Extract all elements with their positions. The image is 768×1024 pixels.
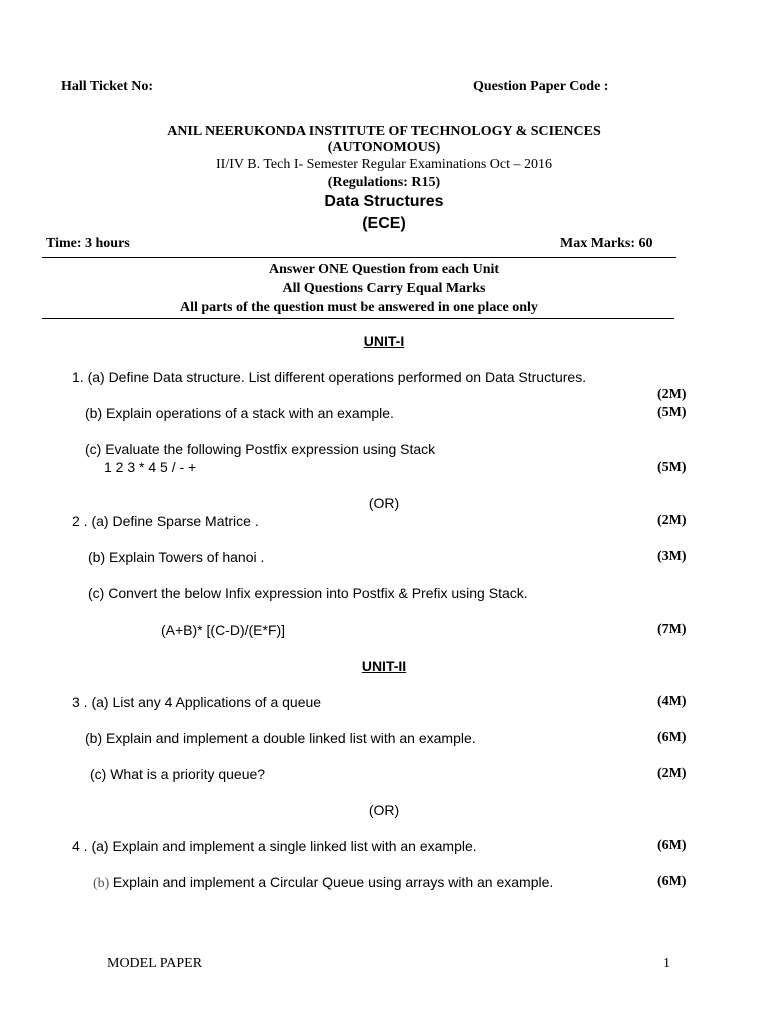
- top-divider: [42, 257, 676, 258]
- subject-title: Data Structures: [324, 193, 444, 210]
- question-2b-marks: (3M): [657, 549, 687, 564]
- question-paper-code-label: Question Paper Code :: [473, 79, 609, 94]
- exam-title: II/IV B. Tech I- Semester Regular Examinations Oct – 2016: [216, 157, 552, 172]
- question-2a-marks: (2M): [657, 513, 687, 528]
- question-2a: 2 . (a) Define Sparse Matrice .: [72, 513, 259, 529]
- question-2c: (c) Convert the below Infix expression into Postfix & Prefix using Stack.: [88, 585, 528, 601]
- question-2c-expression: (A+B)* [(C-D)/(E*F)]: [161, 622, 286, 638]
- unit-2-or: (OR): [368, 802, 400, 818]
- question-3a: 3 . (a) List any 4 Applications of a queue: [72, 694, 322, 710]
- question-4b: [93, 874, 553, 892]
- question-2b: (b) Explain Towers of hanoi .: [88, 549, 265, 565]
- question-3c: (c) What is a priority queue?: [90, 766, 266, 782]
- footer-page-number: 1: [663, 956, 670, 971]
- question-3b: (b) Explain and implement a double linked list with an example.: [85, 730, 476, 746]
- question-1a: 1. (a) Define Data structure. List different operations performed on Data Structures.: [72, 369, 587, 385]
- regulations: (Regulations: R15): [327, 175, 441, 190]
- question-1c-expression: 1 2 3 * 4 5 / - +: [104, 459, 197, 475]
- subject-branch: (ECE): [362, 215, 406, 232]
- exam-time: Time: 3 hours: [46, 236, 130, 251]
- question-4b-label: (b): [93, 876, 110, 891]
- question-4a: 4 . (a) Explain and implement a single linked list with an example.: [72, 838, 477, 854]
- instruction-line-2: All Questions Carry Equal Marks: [282, 281, 486, 296]
- instruction-line-3: All parts of the question must be answered in one place only: [180, 300, 538, 315]
- question-3b-marks: (6M): [657, 730, 687, 745]
- unit-2-title: UNIT-II: [361, 658, 407, 674]
- question-3c-marks: (2M): [657, 766, 687, 781]
- question-1b: (b) Explain operations of a stack with an example.: [85, 405, 394, 421]
- unit-1-title: UNIT-I: [363, 333, 405, 349]
- institute-status: (AUTONOMOUS): [327, 140, 441, 155]
- question-1b-marks: (5M): [657, 405, 687, 420]
- question-1a-marks: (2M): [657, 387, 687, 402]
- hall-ticket-label: Hall Ticket No:: [61, 79, 154, 94]
- question-1c: (c) Evaluate the following Postfix expression using Stack: [85, 441, 436, 457]
- question-4b-marks: (6M): [657, 874, 687, 889]
- unit-1-or: (OR): [368, 495, 400, 511]
- question-1c-marks: (5M): [657, 460, 687, 475]
- institute-name: ANIL NEERUKONDA INSTITUTE OF TECHNOLOGY & SCIENCES: [167, 124, 601, 139]
- question-3a-marks: (4M): [657, 694, 687, 709]
- instruction-line-3-clip: [0, 300, 768, 320]
- bottom-divider: [42, 318, 674, 319]
- question-4a-marks: (6M): [657, 838, 687, 853]
- max-marks: Max Marks: 60: [560, 236, 653, 251]
- footer-model-paper: MODEL PAPER: [107, 956, 203, 971]
- question-2c-marks: (7M): [657, 622, 687, 637]
- question-4b-text: Explain and implement a Circular Queue using arrays with an example.: [112, 874, 554, 890]
- instruction-line-1: Answer ONE Question from each Unit: [268, 262, 500, 277]
